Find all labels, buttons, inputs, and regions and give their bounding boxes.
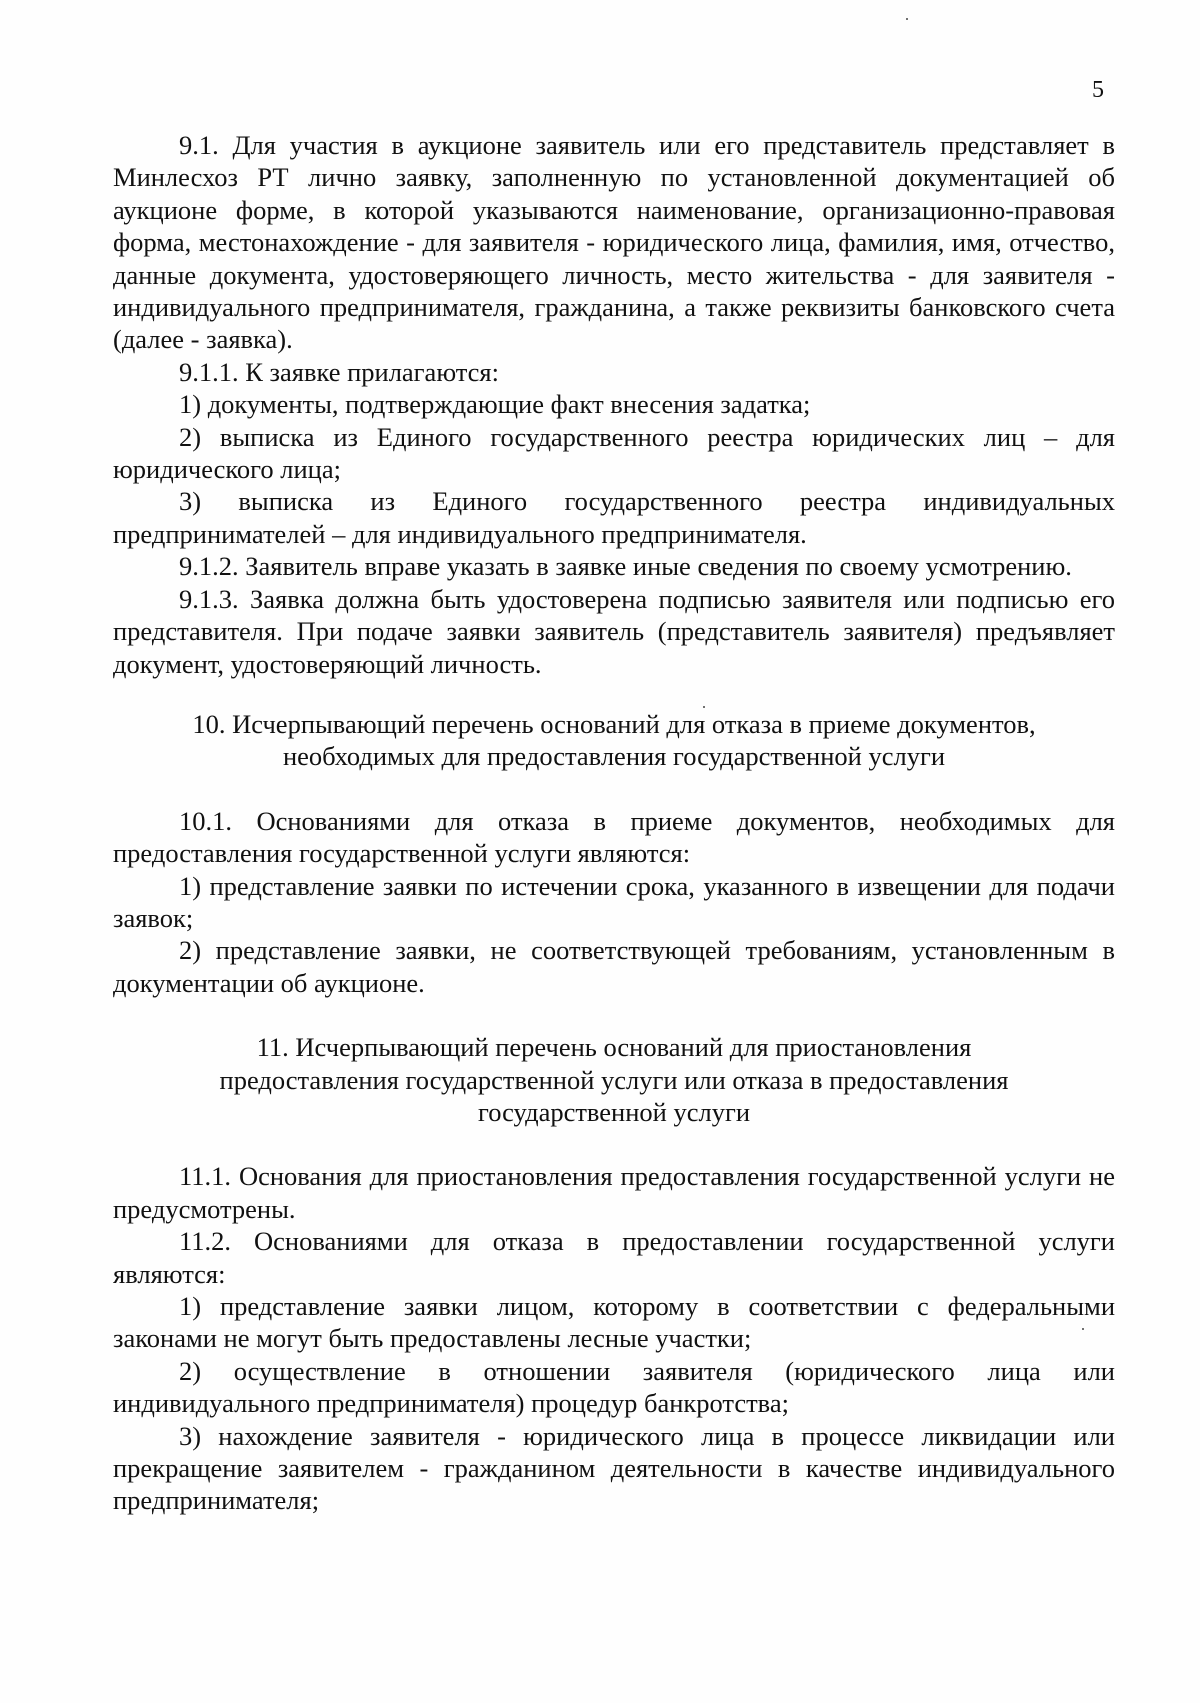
paragraph-11-2: 11.2. Основаниями для отказа в предоставлении государственной услуги являются:: [113, 1226, 1115, 1289]
list-item: 2) осуществление в отношении заявителя (юридического лица или индивидуального предпринимателя) процедур банкротства;: [113, 1355, 1115, 1419]
section-spacer: [113, 773, 1115, 805]
heading-line: необходимых для предоставления государственной услуги: [282, 741, 946, 772]
list-item: 1) представление заявки по истечении срока, указанного в извещении для подачи заявок;: [113, 870, 1115, 933]
paragraph-9-1-2: 9.1.2. Заявитель вправе указать в заявке иные сведения по своему усмотрению.: [179, 551, 1072, 582]
document-body: [113, 129, 1115, 1517]
paragraph-9-1-1: 9.1.1. К заявке прилагаются:: [179, 356, 499, 387]
section-spacer: [113, 999, 1115, 1031]
heading-line: 10. Исчерпывающий перечень оснований для отказа в приеме документов,: [192, 708, 1036, 739]
heading-line: 11. Исчерпывающий перечень оснований для приостановления: [256, 1032, 972, 1063]
scan-speck: [906, 18, 908, 20]
heading-line: предоставления государственной услуги или отказа в предоставления: [219, 1064, 1009, 1095]
section-heading-10: [113, 708, 1115, 773]
list-item: 1) документы, подтверждающие факт внесения задатка;: [179, 389, 811, 420]
paragraph-10-1: 10.1. Основаниями для отказа в приеме документов, необходимых для предоставления государственной услуги являются:: [113, 805, 1115, 869]
section-spacer: [113, 1128, 1115, 1160]
list-item: 2) выписка из Единого государственного реестра юридических лиц – для юридического лица;: [113, 421, 1115, 485]
section-spacer: [113, 680, 1115, 708]
list-item: 3) нахождение заявителя - юридического лица в процессе ликвидации или прекращение заявителем - гражданином деятельности в качестве индивидуального предпринимателя;: [113, 1420, 1115, 1516]
paragraph-9-1-3: 9.1.3. Заявка должна быть удостоверена подписью заявителя или подписью его представителя. При подаче заявки заявитель (представитель заявителя) предъявляет документ, удостоверяющий личность.: [113, 583, 1115, 679]
paragraph-11-1: 11.1. Основания для приостановления предоставления государственной услуги не предусмотрены.: [113, 1161, 1115, 1224]
heading-line: государственной услуги: [477, 1096, 751, 1127]
page-number: 5: [1092, 77, 1104, 103]
paragraph-9-1: 9.1. Для участия в аукционе заявитель или его представитель представляет в Минлесхоз РТ лично заявку, заполненную по установленной документацией об аукционе форме, в которой указываются наименование, организационно-правовая форма, местонахождение - для заявителя - юридического лица, фамилия, имя, отчество, данные документа, удостоверяющего личность, место жительства - для заявителя - индивидуального предпринимателя, гражданина, а также реквизиты банковского счета (далее - заявка).: [113, 130, 1115, 355]
list-item: 2) представление заявки, не соответствующей требованиям, установленным в документации об аукционе.: [113, 935, 1115, 998]
list-item: 1) представление заявки лицом, которому в соответствии с федеральными законами не могут быть предоставлены лесные участки;: [113, 1291, 1115, 1354]
list-item: 3) выписка из Единого государственного реестра индивидуальных предпринимателей – для индивидуального предпринимателя.: [113, 486, 1115, 549]
section-heading-11: [113, 1031, 1115, 1128]
